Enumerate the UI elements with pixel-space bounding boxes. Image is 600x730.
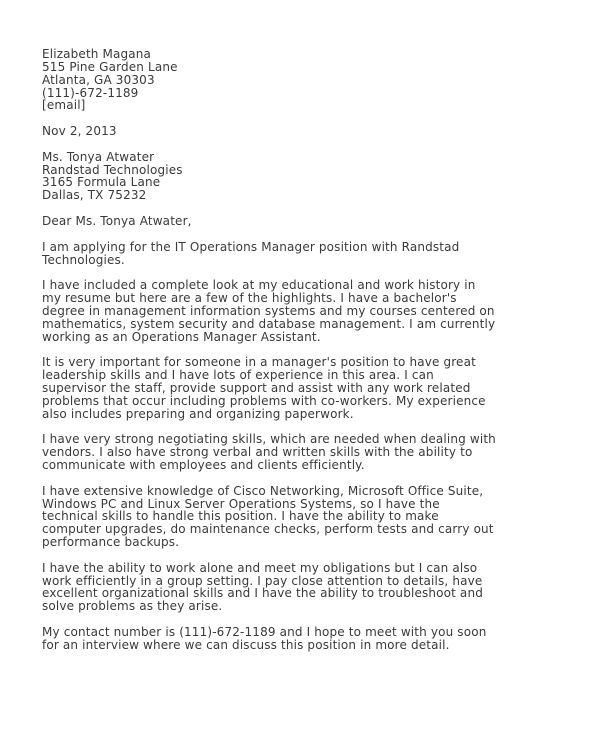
paragraph [42,433,582,472]
paragraph [42,562,582,613]
text-line: work efficiently in a group setting. I pay close attention to details, have [42,573,483,588]
text-line: Technologies. [42,252,125,267]
text-line: I am applying for the IT Operations Manager position with Randstad [42,239,460,254]
paragraph [42,356,582,420]
text-line: 515 Pine Garden Lane [42,59,178,74]
text-line: 3165 Formula Lane [42,175,161,190]
text-line: solve problems as they arise. [42,599,223,614]
text-line: vendors. I also have strong verbal and written skills with the ability to [42,445,473,460]
paragraph [42,241,582,267]
text-line: mathematics, system security and database management. I am currently [42,316,496,331]
text-line: leadership skills and I have lots of experience in this area. I can [42,368,434,383]
text-line: Elizabeth Magana [42,47,152,61]
letter-date [42,125,582,138]
text-line: working as an Operations Manager Assistant. [42,329,321,344]
text-line: technical skills to handle this position. I have the ability to make [42,509,439,524]
text-line: degree in management information systems and my courses centered on [42,303,495,318]
text-line: Dallas, TX 75232 [42,188,147,203]
text-line: I have extensive knowledge of Cisco Networking, Microsoft Office Suite, [42,483,484,498]
letter-body [42,241,582,652]
text-line: (111)-672-1189 [42,85,139,100]
text-line: My contact number is (111)-672-1189 and I hope to meet with you soon [42,624,487,639]
text-line: Atlanta, GA 30303 [42,72,155,87]
text-line: I have very strong negotiating skills, which are needed when dealing with [42,432,496,447]
text-line: also includes preparing and organizing paperwork. [42,406,354,421]
text-line: my resume but here are a few of the highlights. I have a bachelor's [42,291,457,306]
cover-letter [42,48,582,665]
text-line: performance backups. [42,535,180,550]
text-line: supervisor the staff, provide support and assist with any work related [42,380,471,395]
text-line: communicate with employees and clients efficiently. [42,458,365,472]
sender-address [42,48,582,112]
text-line: Ms. Tonya Atwater [42,149,155,164]
text-line: Nov 2, 2013 [42,124,117,139]
text-line: problems that occur including problems with co-workers. My experience [42,393,486,408]
text-line: Dear Ms. Tonya Atwater, [42,213,192,228]
salutation [42,215,582,228]
text-line: computer upgrades, do maintenance checks, perform tests and carry out [42,522,494,537]
text-line: Randstad Technologies [42,162,183,177]
text-line: I have the ability to work alone and meet my obligations but I can also [42,560,478,575]
text-line: Windows PC and Linux Server Operations Systems, so I have the [42,496,440,511]
text-line: for an interview where we can discuss this position in more detail. [42,637,450,652]
text-line: It is very important for someone in a manager's position to have great [42,355,476,370]
paragraph [42,485,582,549]
text-line: [email] [42,98,86,113]
paragraph [42,626,582,652]
text-line: I have included a complete look at my educational and work history in [42,278,476,293]
text-line: excellent organizational skills and I have the ability to troubleshoot and [42,586,483,601]
paragraph [42,279,582,343]
recipient-address [42,151,582,202]
